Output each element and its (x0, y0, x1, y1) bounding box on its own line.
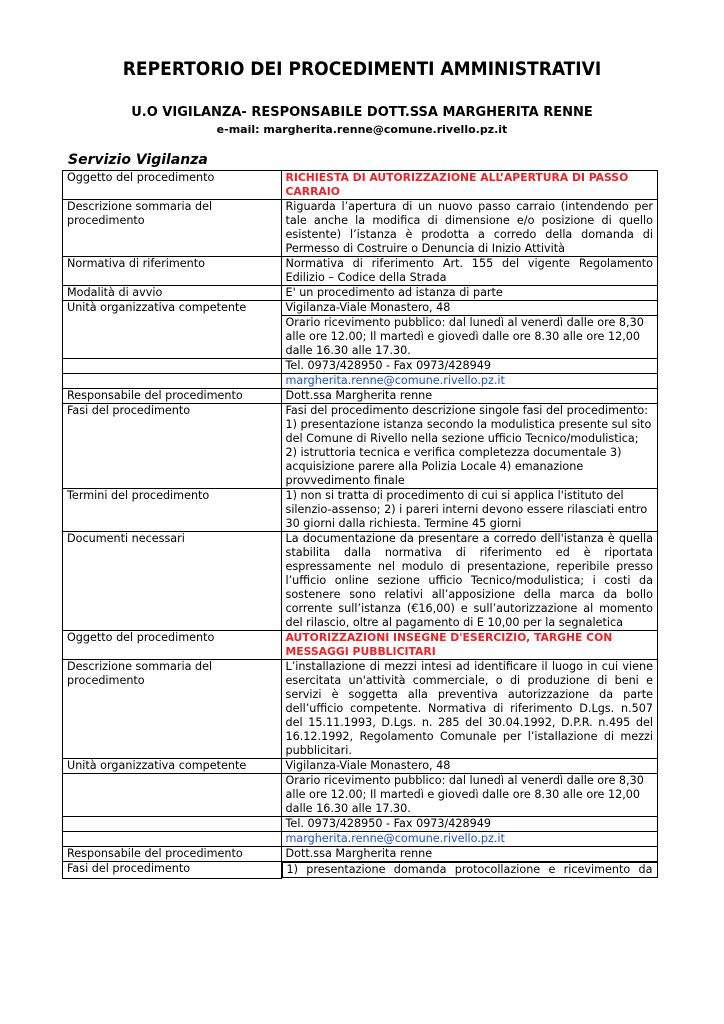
row-label: Responsabile del procedimento (63, 389, 282, 404)
row-label-empty (63, 832, 282, 847)
row-value: Fasi del procedimento descrizione singole fasi del procedimento: 1) presentazione istanza secondo la modulistica presente sul sito del Comune di Rivello nella sezione ufficio Tecnico/modulistica; 2) istruttoria tecnica e verifica completezza documentale 3) acquisizione parere alla Polizia Locale 4) emanazione provvedimento finale (281, 404, 658, 489)
page-title: REPERTORIO DEI PROCEDIMENTI AMMINISTRATIVI (122, 58, 602, 80)
table-row (63, 862, 658, 879)
header-email: e-mail: margherita.renne@comune.rivello.pz.it (216, 123, 508, 136)
row-value: E' un procedimento ad istanza di parte (281, 286, 658, 301)
row-label: Oggetto del procedimento (63, 631, 282, 660)
row-value: Riguarda l’apertura di un nuovo passo carraio (intendendo per tale anche la modifica di dimensione e/o posizione di quello esistente) l’istanza è prodotta a corredo della domanda di Permesso di Costruire o Denuncia di Inizio Attività (281, 200, 658, 257)
procedures-table (62, 170, 658, 879)
table-row (63, 257, 658, 286)
table-row (63, 817, 658, 832)
row-value: Dott.ssa Margherita renne (281, 847, 658, 862)
table-row (63, 171, 658, 200)
row-label-empty (63, 817, 282, 832)
row-label: Documenti necessari (63, 532, 282, 631)
table-row (63, 532, 658, 631)
row-label-empty (63, 359, 282, 374)
row-value: Tel. 0973/428950 - Fax 0973/428949 (281, 817, 658, 832)
row-label: Fasi del procedimento (63, 862, 282, 879)
row-label: Responsabile del procedimento (63, 847, 282, 862)
table-row (63, 286, 658, 301)
row-value: Vigilanza-Viale Monastero, 48 (281, 759, 658, 774)
table-row (63, 774, 658, 817)
row-value: 1) non si tratta di procedimento di cui si applica l'istituto del silenzio-assenso; 2) i pareri interni devono essere rilasciati entro 30 giorni dalla richiesta. Termine 45 giorni (281, 489, 658, 532)
row-value: Orario ricevimento pubblico: dal lunedì al venerdì dalle ore 8,30 alle ore 12.00; Il martedì e giovedì dalle ore 8.30 alle ore 12,00 dalle 16.30 alle 17.30. (281, 774, 658, 817)
row-value: Dott.ssa Margherita renne (281, 389, 658, 404)
email-link[interactable]: margherita.renne@comune.rivello.pz.it (281, 374, 658, 389)
table-row (63, 631, 658, 660)
table-row (63, 489, 658, 532)
row-label: Fasi del procedimento (63, 404, 282, 489)
row-label: Normativa di riferimento (63, 257, 282, 286)
row-label-empty (63, 774, 282, 817)
email-link[interactable]: margherita.renne@comune.rivello.pz.it (281, 832, 658, 847)
table-row (63, 832, 658, 847)
row-label: Descrizione sommaria del procedimento (63, 200, 282, 257)
table-row (63, 359, 658, 374)
row-value: La documentazione da presentare a corredo dell'istanza è quella stabilita dalla normativa di riferimento ed è riportata espressamente nel modulo di presentazione, reperibile presso l’ufficio online sezione ufficio Tecnico/modulistica; i costi da sostenere sono relativi all’apposizione della marca da bollo corrente sull’istanza (€16,00) e sull’autorizzazione al momento del rilascio, oltre al pagamento di E 10,00 per la segnaletica (281, 532, 658, 631)
table-row (63, 759, 658, 774)
procedure-subject: RICHIESTA DI AUTORIZZAZIONE ALL’APERTURA DI PASSO CARRAIO (281, 171, 658, 200)
procedure-subject: AUTORIZZAZIONI INSEGNE D'ESERCIZIO, TARGHE CON MESSAGGI PUBBLICITARI (281, 631, 658, 660)
table-row (63, 847, 658, 862)
row-value: Tel. 0973/428950 - Fax 0973/428949 (281, 359, 658, 374)
row-value: L’installazione di mezzi intesi ad identificare il luogo in cui viene esercitata un'attività commerciale, o di produzione di beni e servizi è soggetta alla preventiva autorizzazione da parte dell’ufficio competente. Normativa di riferimento D.Lgs. n.507 del 15.11.1993, D.Lgs. n. 285 del 30.04.1992, D.P.R. n.495 del 16.12.1992, Regolamento Comunale per l’istallazione di mezzi pubblicitari. (281, 660, 658, 759)
row-value: Normativa di riferimento Art. 155 del vigente Regolamento Edilizio – Codice della Strada (281, 257, 658, 286)
row-label: Descrizione sommaria del procedimento (63, 660, 282, 759)
row-value: Orario ricevimento pubblico: dal lunedì al venerdì dalle ore 8,30 alle ore 12.00; Il martedì e giovedì dalle ore 8.30 alle ore 12,00 dalle 16.30 alle 17.30. (281, 316, 658, 359)
section-title: Servizio Vigilanza (68, 152, 208, 168)
row-label: Modalità di avvio (63, 286, 282, 301)
table-row (63, 389, 658, 404)
table-row (63, 660, 658, 759)
table-row (63, 404, 658, 489)
table-row (63, 374, 658, 389)
row-label: Oggetto del procedimento (63, 171, 282, 200)
row-label: Termini del procedimento (63, 489, 282, 532)
table-row (63, 301, 658, 316)
row-value: Vigilanza-Viale Monastero, 48 (281, 301, 658, 316)
table-row (63, 200, 658, 257)
page-subtitle: U.O VIGILANZA- RESPONSABILE DOTT.SSA MARGHERITA RENNE (131, 105, 593, 120)
row-label: Unità organizzativa competente (63, 759, 282, 774)
row-label-empty (63, 374, 282, 389)
row-label: Unità organizzativa competente (63, 301, 282, 359)
row-value: 1) presentazione domanda protocollazione e ricevimento da (282, 862, 658, 878)
